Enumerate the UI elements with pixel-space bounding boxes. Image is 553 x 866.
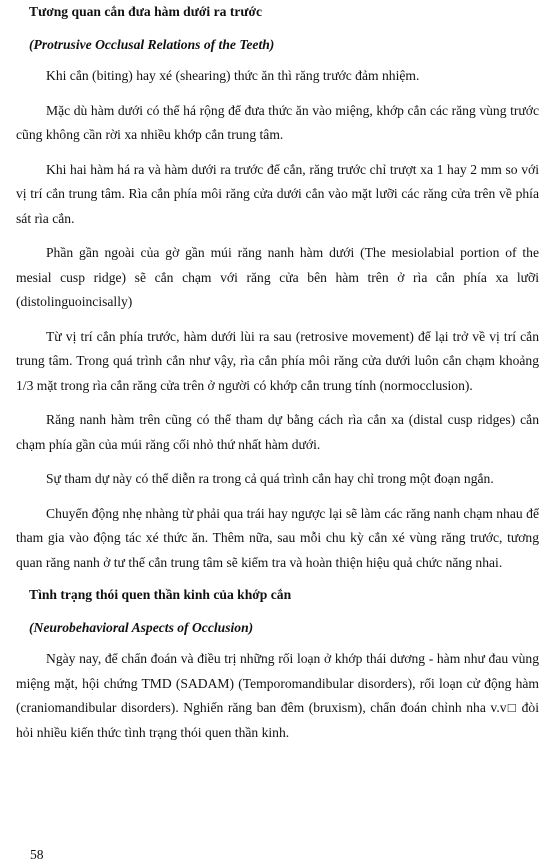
page-number: 58 (30, 847, 44, 862)
section1-paragraph-3: Khi hai hàm há ra và hàm dưới ra trước để cắn, răng trước chỉ trượt xa 1 hay 2 mm so với vị trí cắn trung tâm. Rìa cắn phía môi răng cửa dưới cắn vào mặt lưỡi các răng cửa trên về phía sát rìa cắn. (16, 161, 539, 226)
section1-paragraph-5: Từ vị trí cắn phía trước, hàm dưới lùi ra sau (retrosive movement) để lại trở về vị trí cắn trung tâm. Trong quá trình cắn như vậy, rìa cắn phía môi răng cửa dưới luôn cắn chạm khoảng 1/3 mặt trong rìa cắn răng cửa trên ở người có khớp cắn trung tính (normocclusion). (16, 328, 539, 393)
section2-title-en: (Neurobehavioral Aspects of Occlusion) (29, 620, 254, 635)
section1-paragraph-8: Chuyển động nhẹ nhàng từ phải qua trái hay ngược lại sẽ làm các răng nanh chạm nhau để tham gia vào động tác xé thức ăn. Thêm nữa, sau mỗi chu kỳ cắn xé vùng răng trước, tương quan răng nanh ở tư thế cắn trung tâm sẽ kiểm tra và hoàn thiện hiệu quả chức năng nhai. (16, 505, 539, 570)
section2-paragraph-1: Ngày nay, để chẩn đoán và điều trị những rối loạn ở khớp thái dương - hàm như đau vùng miệng mặt, hội chứng TMD (SADAM) (Temporomandibular disorders), rối loạn cử động hàm (craniomandibular disorders). Nghiến răng ban đêm (bruxism), chẩn đoán chỉnh nha v.v□ đòi hỏi nhiều kiến thức tình trạng thói quen thần kinh. (16, 651, 539, 740)
section1-paragraph-1: Khi cắn (biting) hay xé (shearing) thức ăn thì răng trước đảm nhiệm. (46, 68, 420, 83)
page-content (16, 0, 539, 745)
section1-title-en: (Protrusive Occlusal Relations of the Teeth) (29, 37, 275, 52)
section1-paragraph-7: Sự tham dự này có thể diễn ra trong cả quá trình cắn hay chỉ trong một đoạn ngắn. (46, 471, 494, 486)
section2-title: Tình trạng thói quen thần kinh của khớp cắn (29, 587, 292, 602)
section1-title: Tương quan cắn đưa hàm dưới ra trước (29, 4, 263, 19)
section1-paragraph-2: Mặc dù hàm dưới có thể há rộng để đưa thức ăn vào miệng, khớp cắn các răng vùng trước cũng không cần rời xa nhiều khớp cắn trung tâm. (16, 102, 539, 142)
section1-paragraph-6: Răng nanh hàm trên cũng có thể tham dự bằng cách rìa cắn xa (distal cusp ridges) cắn chạm phía gần của múi răng cối nhỏ thứ nhất hàm dưới. (16, 412, 539, 452)
section1-paragraph-4: Phần gần ngoài của gờ gần múi răng nanh hàm dưới (The mesiolabial portion of the mesial cusp ridge) sẽ cắn chạm với răng cửa bên hàm trên ở rìa cắn phía xa lưỡi (distolinguoincisally) (16, 245, 539, 309)
